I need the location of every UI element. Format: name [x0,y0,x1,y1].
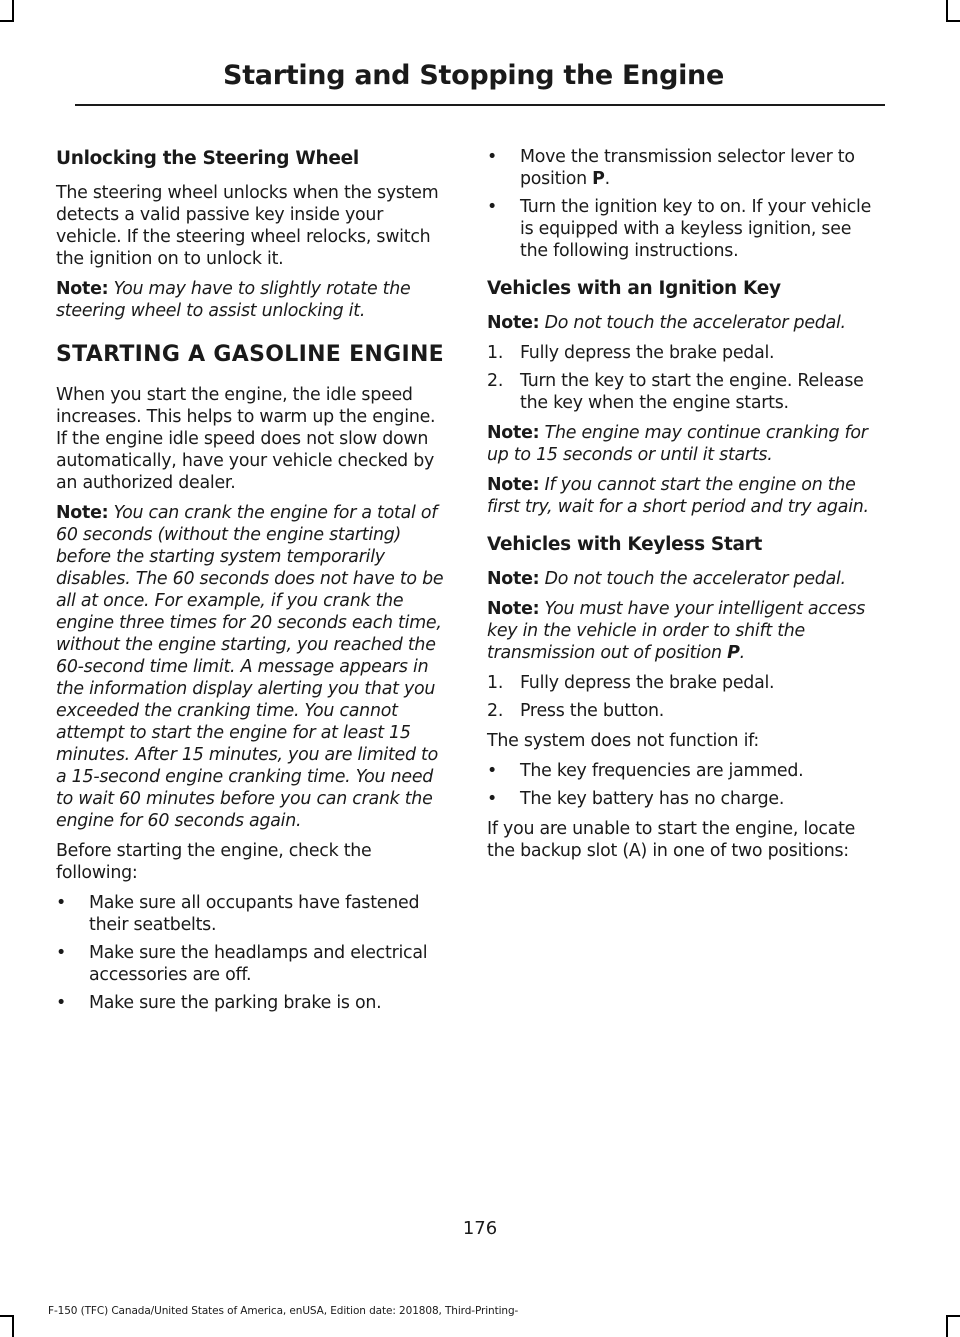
gear-position: P [727,643,740,663]
crop-mark-bottom-right-h [946,1315,960,1317]
step-number: 2. [487,371,504,391]
crop-mark-bottom-right [946,1315,948,1337]
checklist [56,892,448,1014]
paragraph-check: Before starting the engine, check the following: [56,841,372,883]
list-item-text: The key frequencies are jammed. [520,761,804,781]
note-text: You may have to slightly rotate the steering wheel to assist unlocking it. [56,279,411,321]
note-label: Note: [56,503,109,523]
list-item [56,992,448,1014]
list-item-text: Turn the ignition key to on. If your vehicle is equipped with a keyless ignition, see the following instructions. [520,197,872,261]
note-label: Note: [487,569,540,589]
heading-unlocking-steering-wheel: Unlocking the Steering Wheel [56,148,359,169]
list-item [487,196,879,262]
note-text: Do not touch the accelerator pedal. [544,569,846,589]
step-number: 1. [487,343,504,363]
left-column [56,146,448,1022]
note-cranking [487,422,879,466]
checklist-continued [487,146,879,262]
note-text: You must have your intelligent access key in the vehicle in order to shift the transmission out of position [487,599,866,663]
bullet-marker: • [487,147,498,167]
header-rule [75,104,885,106]
bullet-marker: • [487,761,498,781]
list-item-text: Make sure the parking brake is on. [89,993,382,1013]
paragraph-start: When you start the engine, the idle speed increases. This helps to warm up the engine. If the engine idle speed does not slow down automatically, have your vehicle checked by an authorized dealer. [56,385,436,493]
note-label: Note: [56,279,109,299]
page-title: Starting and Stopping the Engine [223,60,724,91]
list-item [487,760,879,782]
bullet-marker: • [56,993,67,1013]
heading-keyless-start: Vehicles with Keyless Start [487,534,763,555]
heading-starting-gasoline-engine: STARTING A GASOLINE ENGINE [56,342,444,367]
punctuation: . [739,643,745,663]
crop-mark-top-right [946,0,948,22]
step-text: Press the button. [520,701,665,721]
crop-mark-bottom-left-h [0,1315,14,1317]
crop-mark-top-right-h [946,20,960,22]
heading-ignition-key: Vehicles with an Ignition Key [487,278,781,299]
note-text: If you cannot start the engine on the first try, wait for a short period and try again. [487,475,869,517]
note-text: The engine may continue cranking for up to 15 seconds or until it starts. [487,423,868,465]
list-item [487,788,879,810]
step-text: Turn the key to start the engine. Release the key when the engine starts. [520,371,864,413]
note-text: You can crank the engine for a total of 60 seconds (without the engine starting) before the starting system temporarily disables. The 60 seconds does not have to be all at once. For example, if you crank the engine three times for 20 seconds each time, without the engine starting, you reached the 60-second time limit. A message appears in the information display alerting you that you exceeded the cranking time. You cannot attempt to start the engine for at least 15 minutes. After 15 minutes, you are limited to a 15-second engine cranking time. You need to wait 60 minutes before you can crank the engine for 60 seconds again. [56,503,444,831]
note-unlock [56,278,448,322]
step-text: Fully depress the brake pedal. [520,673,775,693]
note-text: Do not touch the accelerator pedal. [544,313,846,333]
bullet-marker: • [487,789,498,809]
system-conditions [487,760,879,810]
note-pedal [487,312,879,334]
note-intelligent-access [487,598,879,664]
crop-mark-top-left [12,0,14,22]
note-label: Note: [487,475,540,495]
step-text: Fully depress the brake pedal. [520,343,775,363]
list-item [487,146,879,190]
list-item [56,892,448,936]
crop-mark-top-left-h [0,20,14,22]
bullet-marker: • [487,197,498,217]
list-item [56,942,448,986]
note-label: Note: [487,599,540,619]
note-retry [487,474,879,518]
page-number: 176 [462,1218,498,1239]
note-label: Note: [487,423,540,443]
punctuation: . [604,169,610,189]
step-number: 1. [487,673,504,693]
note-crank [56,502,448,832]
gear-position: P [592,169,605,189]
note-label: Note: [487,313,540,333]
step-item [487,672,879,694]
paragraph-unlock: The steering wheel unlocks when the system detects a valid passive key inside your vehicle. If the steering wheel relocks, switch the ignition on to unlock it. [56,183,439,269]
list-item-text: Make sure the headlamps and electrical accessories are off. [89,943,428,985]
list-item-text: Make sure all occupants have fastened their seatbelts. [89,893,420,935]
steps-keyless [487,672,879,722]
list-item-text: Move the transmission selector lever to position [520,147,855,189]
step-item [487,342,879,364]
paragraph-system: The system does not function if: [487,731,760,751]
step-item [487,370,879,414]
footer-edition: F-150 (TFC) Canada/United States of America, enUSA, Edition date: 201808, Third-Printing- [48,1305,519,1317]
paragraph-backup: If you are unable to start the engine, locate the backup slot (A) in one of two positions: [487,819,856,861]
note-pedal-keyless [487,568,879,590]
bullet-marker: • [56,943,67,963]
right-column [487,146,879,870]
crop-mark-bottom-left [12,1315,14,1337]
steps-ignition-key [487,342,879,414]
list-item-text: The key battery has no charge. [520,789,785,809]
bullet-marker: • [56,893,67,913]
step-number: 2. [487,701,504,721]
step-item [487,700,879,722]
